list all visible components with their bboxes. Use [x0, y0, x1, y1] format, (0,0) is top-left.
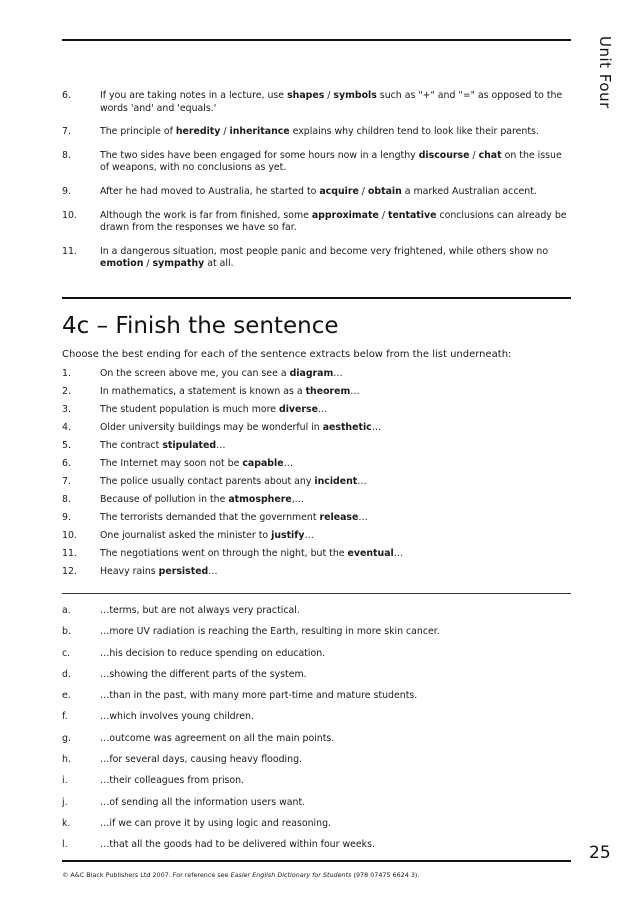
text-before: One journalist asked the minister to: [100, 530, 272, 541]
exercise-item: [62, 186, 572, 199]
sentence-start-item: [62, 368, 572, 386]
item-number: 5.: [62, 440, 71, 451]
item-letter: b.: [62, 626, 71, 638]
text-after: a marked Australian accent.: [401, 185, 537, 197]
key-word: release: [319, 512, 359, 523]
key-word: theorem: [305, 386, 351, 397]
item-text: …of sending all the information users want.: [100, 796, 306, 808]
item-text: …which involves young children.: [100, 711, 254, 723]
text-before: Older university buildings may be wonderful in: [100, 422, 323, 433]
text-after: …: [333, 368, 343, 379]
text-after: …: [317, 404, 328, 415]
word-option-1: heredity: [175, 126, 221, 138]
text-before: In a dangerous situation, most people panic and become very frightened, while others show no: [100, 245, 549, 257]
text-before: The student population is much more: [100, 404, 279, 415]
sentence-ending-item: [62, 711, 572, 732]
item-number: 7.: [62, 126, 71, 138]
sentence-start-item: [62, 386, 572, 404]
item-text: …terms, but are not always very practical.: [100, 605, 300, 616]
sentence-start-item: [62, 548, 572, 566]
text-before: The principle of: [100, 126, 176, 138]
sentence-ending-item: [62, 669, 572, 690]
top-rule: [62, 39, 571, 41]
text-after: …: [216, 440, 226, 451]
text-after: on the issue of weapons, with no conclusions as yet.: [100, 149, 562, 174]
item-number: 6.: [62, 458, 71, 469]
item-number: 9.: [62, 185, 71, 197]
sentence-start-item: [62, 566, 572, 584]
item-text: [100, 246, 548, 270]
sentence-ending-item: [62, 775, 572, 796]
section-heading: 4c – Finish the sentence: [62, 313, 339, 339]
item-text: [100, 548, 403, 559]
option-separator: /: [324, 90, 334, 101]
section-rule: [62, 297, 571, 299]
item-number: 12.: [62, 566, 77, 577]
text-before: The terrorists demanded that the government: [100, 512, 320, 523]
sentence-ending-item: [62, 754, 572, 775]
footer-pre: © A&C Black Publishers Ltd 2007. For reference see: [62, 871, 231, 879]
key-word: diverse: [279, 404, 318, 415]
key-word: persisted: [158, 566, 209, 577]
item-number: 8.: [62, 494, 71, 505]
text-before: Because of pollution in the: [100, 494, 229, 505]
sentence-start-item: [62, 530, 572, 548]
text-before: In mathematics, a statement is known as a: [100, 386, 306, 397]
text-before: If you are taking notes in a lecture, use: [100, 90, 288, 101]
item-letter: a.: [62, 605, 71, 616]
key-word: atmosphere: [228, 494, 292, 505]
item-text: [100, 476, 367, 487]
sentence-ending-item: [62, 797, 572, 818]
text-after: …: [208, 566, 218, 577]
item-number: 11.: [62, 245, 77, 257]
text-after: …: [358, 512, 368, 523]
item-text: [100, 210, 567, 234]
sentence-start-item: [62, 476, 572, 494]
item-text: …that all the goods had to be delivered within four weeks.: [100, 839, 375, 851]
item-number: 6.: [62, 90, 71, 101]
divider-rule: [62, 593, 571, 594]
text-after: conclusions can already be drawn from the responses we have so far.: [100, 209, 567, 234]
item-letter: j.: [62, 796, 68, 808]
text-before: The police usually contact parents about any: [100, 476, 315, 487]
item-text: [100, 404, 327, 415]
sentence-start-item: [62, 512, 572, 530]
word-option-2: chat: [478, 149, 502, 161]
sentence-ending-item: [62, 626, 572, 647]
item-text: …outcome was agreement on all the main points.: [100, 732, 335, 744]
sentence-start-item: [62, 458, 572, 476]
sentence-start-item: [62, 422, 572, 440]
item-text: [100, 90, 562, 114]
item-number: 9.: [62, 512, 71, 523]
footer-title: Easier English Dictionary for Students: [230, 871, 352, 879]
item-text: [100, 512, 368, 523]
text-after: explains why children tend to look like their parents.: [289, 126, 539, 138]
item-text: [100, 186, 537, 197]
item-letter: l.: [62, 839, 68, 851]
sentence-endings-list: [62, 605, 572, 861]
item-letter: i.: [62, 775, 68, 787]
text-after: …: [393, 548, 404, 559]
bottom-rule: [62, 860, 571, 862]
key-word: incident: [314, 476, 358, 487]
text-after: ,…: [291, 494, 305, 505]
item-text: …his decision to reduce spending on education.: [100, 647, 326, 659]
text-after: …: [357, 476, 367, 487]
item-number: 10.: [62, 530, 77, 541]
text-before: The Internet may soon not be: [100, 458, 243, 469]
text-after: at all.: [204, 258, 234, 270]
word-option-2: sympathy: [152, 258, 205, 270]
item-text: [100, 422, 381, 433]
item-letter: g.: [62, 732, 71, 744]
item-number: 4.: [62, 422, 71, 433]
key-word: capable: [242, 458, 284, 469]
item-text: [100, 530, 314, 541]
option-separator: /: [143, 258, 153, 270]
item-text: …for several days, causing heavy flooding.: [100, 754, 303, 766]
sentence-starts-list: [62, 368, 572, 584]
word-option-2: symbols: [333, 90, 377, 101]
item-letter: d.: [62, 668, 71, 680]
exercise-4b-list: [62, 90, 572, 282]
item-number: 2.: [62, 386, 71, 397]
item-number: 1.: [62, 368, 71, 379]
item-text: [100, 126, 539, 137]
unit-label: Unit Four: [596, 36, 614, 109]
word-option-1: acquire: [319, 185, 359, 197]
text-before: The negotiations went on through the night, but the: [100, 548, 348, 559]
exercise-item: [62, 150, 572, 175]
key-word: diagram: [289, 368, 334, 379]
item-text: …if we can prove it by using logic and reasoning.: [100, 817, 332, 829]
word-option-1: shapes: [287, 90, 325, 101]
text-before: The contract: [100, 440, 163, 451]
text-after: …: [371, 422, 382, 433]
item-letter: h.: [62, 754, 71, 766]
option-separator: /: [358, 185, 368, 197]
word-option-1: emotion: [100, 258, 144, 270]
item-text: [100, 566, 218, 577]
key-word: aesthetic: [322, 422, 372, 433]
sentence-ending-item: [62, 818, 572, 839]
exercise-item: [62, 246, 572, 271]
item-text: …than in the past, with many more part-time and mature students.: [100, 690, 418, 702]
text-after: …: [350, 386, 360, 397]
exercise-item: [62, 90, 572, 115]
sentence-start-item: [62, 404, 572, 422]
item-text: …more UV radiation is reaching the Earth, resulting in more skin cancer.: [100, 626, 440, 638]
item-text: [100, 440, 225, 451]
word-option-2: inheritance: [229, 126, 290, 138]
word-option-1: discourse: [418, 149, 470, 161]
text-before: Although the work is far from finished, some: [100, 209, 312, 221]
footer-post: (978 07475 6624 3).: [351, 871, 420, 879]
sentence-start-item: [62, 494, 572, 512]
item-letter: k.: [62, 817, 71, 829]
item-number: 7.: [62, 476, 71, 487]
item-text: [100, 458, 293, 469]
exercise-item: [62, 126, 572, 139]
text-after: …: [304, 530, 314, 541]
option-separator: /: [469, 149, 479, 161]
item-number: 10.: [62, 209, 77, 221]
option-separator: /: [220, 126, 230, 138]
item-letter: e.: [62, 690, 71, 702]
key-word: justify: [271, 530, 305, 541]
text-before: On the screen above me, you can see a: [100, 368, 290, 379]
text-after: such as "+" and "=" as opposed to the words 'and' and 'equals.': [100, 90, 563, 114]
exercise-item: [62, 210, 572, 235]
footer-credit: [62, 871, 419, 880]
page-number: 25: [589, 843, 611, 863]
item-text: [100, 368, 343, 379]
word-option-2: tentative: [387, 209, 437, 221]
text-before: After he had moved to Australia, he started to: [100, 185, 320, 197]
sentence-ending-item: [62, 648, 572, 669]
item-letter: f.: [62, 711, 68, 723]
item-number: 8.: [62, 149, 71, 161]
item-text: …showing the different parts of the system.: [100, 668, 307, 680]
item-number: 3.: [62, 404, 71, 415]
text-before: Heavy rains: [100, 566, 159, 577]
sentence-ending-item: [62, 690, 572, 711]
sentence-ending-item: [62, 839, 572, 860]
sentence-start-item: [62, 440, 572, 458]
instructions-text: Choose the best ending for each of the sentence extracts below from the list underneath:: [62, 349, 512, 360]
word-option-1: approximate: [311, 209, 379, 221]
item-text: [100, 494, 304, 505]
item-text: [100, 150, 562, 174]
word-option-2: obtain: [367, 185, 402, 197]
option-separator: /: [378, 209, 388, 221]
item-letter: c.: [62, 647, 71, 659]
sentence-ending-item: [62, 605, 572, 626]
text-before: The two sides have been engaged for some hours now in a lengthy: [100, 149, 419, 161]
text-after: …: [283, 458, 293, 469]
sentence-ending-item: [62, 733, 572, 754]
item-number: 11.: [62, 548, 77, 559]
key-word: stipulated: [162, 440, 217, 451]
item-text: …their colleagues from prison.: [100, 775, 245, 787]
key-word: eventual: [347, 548, 394, 559]
item-text: [100, 386, 360, 397]
